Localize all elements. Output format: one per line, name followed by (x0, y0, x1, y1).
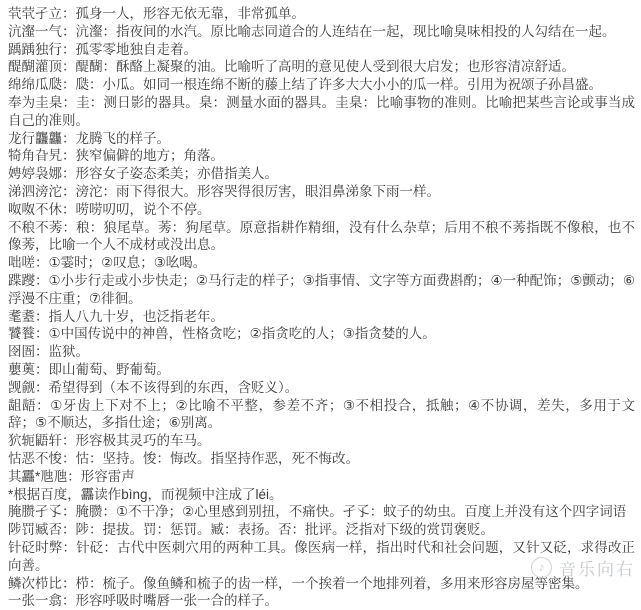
definition-entry: 咄嗟：①霎时；②叹息；③吆喝。 (8, 255, 207, 271)
definition-entry: 狖轭鼯轩：形容极其灵巧的车马。 (8, 433, 211, 449)
definition-entry: 怙恶不悛：怙：坚持。悛：悔改。指坚持作恶，死不悔改。 (8, 450, 359, 466)
definition-entry: 饕餮：①中国传说中的神兽，性格贪吃；②指贪吃的人；③指贪婪的人。 (8, 326, 436, 342)
definition-entry: 不稂不莠：稂：狼尾草。莠：狗尾草。原意指耕作精细，没有什么杂草；后用不稂不莠指既不像稂，也不像莠，比喻一个人不成材或没出息。 (8, 219, 635, 253)
definition-entry: 囹圄：监狱。 (8, 344, 89, 360)
definition-entry: 茕茕孑立：孤身一人，形容无依无靠，非常孤单。 (8, 6, 305, 21)
definition-entry: *根据百度，靐读作bìng，而视频中注成了léi。 (8, 486, 283, 502)
definition-entry: 龃龉：①牙齿上下对不上；②比喻不平整，参差不齐；③不相投合，抵触；④不协调，差失，多用于文辞；⑤不顺达，多指仕途；⑥别离。 (8, 397, 635, 431)
definition-entry: 腌臜孑孓：腌臜：①不干净；②心里感到别扭，不痛快。孑孓：蚊子的幼虫。百度上并没有这个四字词语 (8, 504, 627, 520)
watermark (531, 554, 635, 580)
watermark-label: 音乐向右 (559, 559, 635, 579)
definition-entry: 犄角旮旯：狭窄偏僻的地方；角落。 (8, 148, 224, 164)
definition-entry: 蘡薁：即山葡萄、野葡萄。 (8, 361, 170, 377)
definition-entry: 娉婷袅娜：形容女子姿态柔美；亦借指美人。 (8, 166, 278, 182)
definition-entry: 觊觎：希望得到（本不该得到的东西，含贬义）。 (8, 379, 299, 395)
definition-entry: 陟罚臧否：陟：提拔。罚：惩罚。臧：表扬。否：批评。泛指对下级的赏罚褒贬。 (8, 522, 494, 538)
definition-entry: 龙行龘龘：龙腾飞的样子。 (8, 130, 170, 146)
definition-entry: 鳞次栉比：栉：梳子。像鱼鳞和梳子的齿一样，一个挨着一个地排列着，多用来形容房屋等密集。 (8, 575, 589, 591)
definition-entry: 涕泗滂沱：滂沱：雨下得很大。形容哭得很厉害，眼泪鼻涕象下雨一样。 (8, 183, 440, 199)
definition-entry: 呶呶不休：唠唠叨叨，说个不停。 (8, 201, 211, 217)
definition-entry: 沆瀣一气：沆瀣：指夜间的水汽。原比喻志同道合的人连结在一起，现比喻臭味相投的人勾结在一起。 (8, 23, 616, 39)
definition-entry: 针砭时弊：针砭：古代中医刺穴用的两种工具。像医病一样，指出时代和社会问题，又针又砭，求得改正向善。 (8, 539, 635, 573)
definition-entry: 耄耋：指人八九十岁，也泛指老年。 (8, 308, 224, 324)
definition-entry: 醍醐灌顶：醍醐：酥酪上凝聚的油。比喻听了高明的意见使人受到很大启发；也形容清凉舒适。 (8, 59, 575, 75)
definition-entry: 一张一翕：形容呼吸时嘴唇一张一合的样子。 (8, 593, 278, 609)
definition-entry: 其靐*虺虺：形容雷声 (8, 468, 135, 484)
definition-entry: 踽踽独行：孤零零地独自走着。 (8, 41, 197, 57)
definition-entry: 绵绵瓜瓞：瓞：小瓜。如同一根连绵不断的藤上结了许多大大小小的瓜一样。引用为祝颂子孙昌盛。 (8, 77, 602, 93)
music-note-icon: ♪ (531, 557, 552, 578)
definition-entry: 蹀躞：①小步行走或小步快走；②马行走的样子；③指事情、文字等方面费斟酌；④一种配饰；⑤颤动；⑥浮漫不庄重；⑦徘徊。 (8, 272, 635, 306)
definition-entry: 奉为圭臬：圭：测日影的器具。臬：测量水面的器具。圭臬：比喻事物的准则。比喻把某些言论或事当成自己的准则。 (8, 94, 635, 128)
